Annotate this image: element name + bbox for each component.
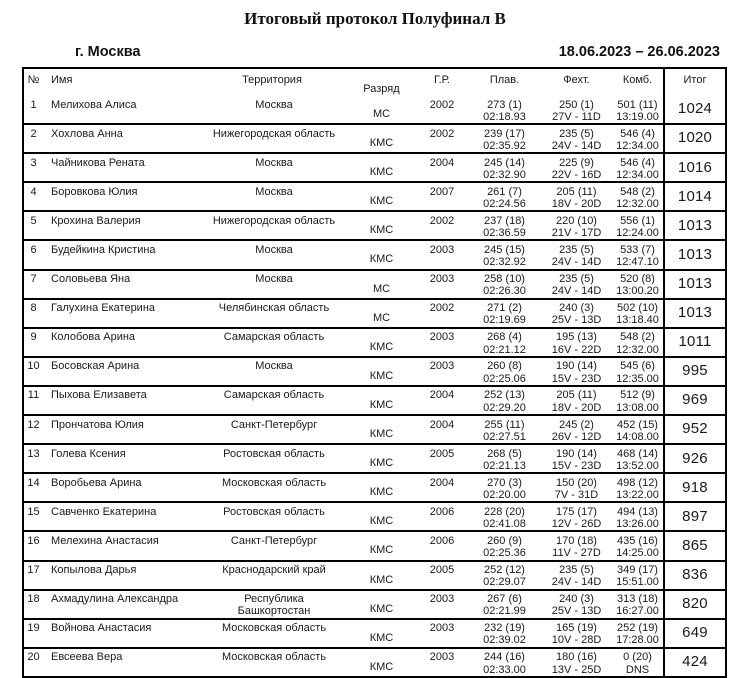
table-row bbox=[23, 386, 726, 415]
results-table bbox=[22, 67, 727, 678]
cell-name: Будейкина Кристина bbox=[51, 243, 156, 256]
cell-territory: Краснодарский край bbox=[222, 564, 326, 576]
cell-territory: Московская область bbox=[221, 622, 327, 635]
header-combined: Комб. bbox=[622, 74, 653, 86]
cell-fencing: 175 (17) 12V - 26D bbox=[551, 505, 602, 531]
cell-num: 12 bbox=[27, 418, 40, 431]
cell-territory: Москва bbox=[255, 185, 293, 198]
table-row bbox=[23, 561, 726, 590]
page-title: Итоговый протокол Полуфинал В bbox=[244, 9, 506, 28]
table-row bbox=[23, 299, 726, 328]
cell-name: Голева Ксения bbox=[51, 447, 126, 460]
cell-fencing: 190 (14) 15V - 23D bbox=[551, 360, 602, 385]
cell-num: 1 bbox=[30, 98, 37, 111]
cell-fencing: 170 (18) 11V - 27D bbox=[552, 534, 601, 560]
header-total: Итог bbox=[664, 68, 726, 96]
cell-total: 836 bbox=[664, 561, 726, 590]
cell-birth-year: 2002 bbox=[429, 127, 455, 140]
cell-swimming: 271 (2) 02:19.69 bbox=[483, 302, 526, 327]
table-row bbox=[23, 473, 726, 502]
cell-name: Босовская Арина bbox=[51, 360, 140, 373]
cell-rank: КМС bbox=[369, 457, 394, 470]
cell-territory: Москва bbox=[255, 360, 293, 373]
cell-rank: МС bbox=[372, 282, 391, 295]
cell-birth-year: 2004 bbox=[429, 389, 455, 402]
cell-num: 17 bbox=[27, 564, 40, 576]
cell-num: 9 bbox=[30, 331, 37, 344]
cell-rank: МС bbox=[372, 311, 391, 324]
cell-combined: 0 (20) DNS bbox=[623, 651, 652, 676]
cell-total: 1011 bbox=[664, 328, 726, 357]
cell-total: 1013 bbox=[664, 299, 726, 328]
header-name: Имя bbox=[51, 74, 73, 86]
table-row bbox=[23, 619, 726, 648]
cell-combined: 533 (7) 12:47.10 bbox=[616, 243, 659, 269]
cell-fencing: 240 (3) 25V - 13D bbox=[551, 593, 602, 618]
cell-rank: КМС bbox=[369, 573, 394, 586]
cell-combined: 502 (10) 13:18.40 bbox=[616, 302, 659, 327]
cell-birth-year: 2002 bbox=[429, 98, 455, 111]
cell-name: Крохина Валерия bbox=[51, 214, 141, 227]
cell-territory: Москва bbox=[255, 98, 293, 111]
cell-total: 649 bbox=[664, 619, 726, 648]
cell-fencing: 245 (2) 26V - 12D bbox=[551, 418, 602, 443]
cell-num: 3 bbox=[30, 156, 37, 169]
cell-rank: КМС bbox=[369, 195, 394, 208]
cell-total: 865 bbox=[664, 531, 726, 560]
cell-rank: КМС bbox=[369, 166, 394, 179]
cell-birth-year: 2004 bbox=[429, 476, 455, 489]
cell-combined: 435 (16) 14:25.00 bbox=[616, 534, 659, 560]
cell-swimming: 268 (5) 02:21.13 bbox=[483, 447, 526, 472]
cell-territory: Санкт-Петербург bbox=[230, 418, 318, 431]
header-num: № bbox=[27, 74, 40, 86]
cell-total: 1013 bbox=[664, 270, 726, 299]
cell-fencing: 195 (13) 16V - 22D bbox=[551, 331, 602, 356]
cell-territory: Санкт-Петербург bbox=[230, 534, 318, 547]
cell-total: 1016 bbox=[664, 153, 726, 182]
cell-rank: КМС bbox=[369, 137, 394, 150]
cell-num: 4 bbox=[30, 185, 37, 198]
cell-fencing: 235 (5) 24V - 14D bbox=[551, 243, 602, 269]
cell-name: Прончатова Юлия bbox=[51, 418, 144, 431]
header-fencing: Фехт. bbox=[563, 74, 590, 86]
cell-swimming: 232 (19) 02:39.02 bbox=[483, 622, 526, 647]
cell-territory: Республика Башкортостан bbox=[237, 593, 311, 618]
cell-birth-year: 2003 bbox=[429, 360, 455, 373]
table-row bbox=[23, 328, 726, 357]
cell-birth-year: 2006 bbox=[429, 534, 455, 547]
table-row bbox=[23, 502, 726, 531]
cell-num: 5 bbox=[30, 214, 37, 227]
cell-num: 10 bbox=[27, 360, 40, 373]
cell-swimming: 267 (6) 02:21.99 bbox=[483, 593, 526, 618]
cell-swimming: 273 (1) 02:18.93 bbox=[483, 98, 526, 123]
cell-num: 11 bbox=[27, 389, 40, 402]
cell-territory: Москва bbox=[255, 156, 293, 169]
cell-birth-year: 2003 bbox=[429, 651, 455, 664]
cell-rank: КМС bbox=[369, 369, 394, 382]
cell-num: 6 bbox=[30, 243, 37, 256]
cell-num: 2 bbox=[30, 127, 37, 140]
cell-rank: КМС bbox=[369, 428, 394, 441]
cell-combined: 452 (15) 14:08.00 bbox=[616, 418, 659, 443]
table-row bbox=[23, 415, 726, 444]
cell-total: 820 bbox=[664, 590, 726, 619]
cell-territory: Московская область bbox=[221, 476, 327, 489]
cell-total: 897 bbox=[664, 502, 726, 531]
cell-total: 995 bbox=[664, 357, 726, 386]
cell-territory: Нижегородская область bbox=[212, 127, 336, 140]
cell-fencing: 225 (9) 22V - 16D bbox=[551, 156, 602, 181]
cell-swimming: 228 (20) 02:41.08 bbox=[483, 505, 526, 531]
cell-name: Войнова Анастасия bbox=[51, 622, 152, 635]
cell-combined: 546 (4) 12:34.00 bbox=[616, 156, 659, 181]
cell-combined: 548 (2) 12:32.00 bbox=[616, 331, 659, 356]
cell-name: Боровкова Юлия bbox=[51, 185, 138, 198]
cell-fencing: 205 (11) 18V - 20D bbox=[551, 389, 602, 414]
cell-total: 969 bbox=[664, 386, 726, 415]
cell-num: 18 bbox=[27, 593, 40, 606]
cell-territory: Москва bbox=[255, 273, 293, 286]
cell-fencing: 250 (1) 27V - 11D bbox=[552, 98, 601, 123]
cell-birth-year: 2006 bbox=[429, 505, 455, 518]
cell-rank: КМС bbox=[369, 253, 394, 266]
table-row bbox=[23, 590, 726, 619]
cell-rank: КМС bbox=[369, 224, 394, 237]
table-row bbox=[23, 240, 726, 269]
cell-birth-year: 2003 bbox=[429, 593, 455, 606]
cell-total: 1020 bbox=[664, 124, 726, 153]
table-row bbox=[23, 153, 726, 182]
cell-birth-year: 2007 bbox=[429, 185, 455, 198]
cell-name: Ахмадулина Александра bbox=[51, 593, 179, 606]
cell-territory: Ростовская область bbox=[223, 505, 325, 518]
cell-combined: 501 (11) 13:19.00 bbox=[616, 98, 659, 123]
cell-combined: 548 (2) 12:32.00 bbox=[616, 185, 659, 211]
cell-swimming: 245 (14) 02:32.90 bbox=[483, 156, 526, 181]
cell-rank: КМС bbox=[369, 515, 394, 528]
cell-territory: Ростовская область bbox=[223, 447, 325, 460]
cell-swimming: 245 (15) 02:32.92 bbox=[483, 243, 526, 269]
cell-num: 14 bbox=[27, 476, 40, 489]
cell-name: Чайникова Рената bbox=[51, 156, 145, 169]
cell-birth-year: 2003 bbox=[429, 331, 455, 344]
cell-fencing: 150 (20) 7V - 31D bbox=[554, 476, 599, 502]
cell-fencing: 235 (5) 24V - 14D bbox=[551, 564, 602, 589]
cell-total: 952 bbox=[664, 415, 726, 444]
cell-birth-year: 2003 bbox=[429, 622, 455, 635]
cell-name: Хохлова Анна bbox=[51, 127, 123, 140]
cell-total: 424 bbox=[664, 648, 726, 677]
cell-combined: 520 (8) 13:00.20 bbox=[616, 273, 659, 298]
cell-swimming: 252 (12) 02:29.07 bbox=[483, 564, 526, 589]
cell-birth-year: 2004 bbox=[429, 156, 455, 169]
table-row bbox=[23, 648, 726, 677]
table-row bbox=[23, 270, 726, 299]
cell-territory: Самарская область bbox=[223, 331, 325, 344]
cell-combined: 468 (14) 13:52.00 bbox=[616, 447, 659, 472]
cell-num: 8 bbox=[30, 302, 37, 315]
cell-total: 1024 bbox=[664, 96, 726, 124]
cell-name: Копылова Дарья bbox=[51, 564, 137, 576]
cell-territory: Самарская область bbox=[223, 389, 325, 402]
cell-birth-year: 2002 bbox=[429, 302, 455, 315]
header-birth-year: Г.Р. bbox=[434, 74, 450, 86]
cell-combined: 494 (13) 13:26.00 bbox=[616, 505, 659, 531]
cell-name: Пыхова Елизавета bbox=[51, 389, 147, 402]
cell-name: Савченко Екатерина bbox=[51, 505, 157, 518]
table-row bbox=[23, 531, 726, 560]
results-tbody bbox=[23, 96, 726, 677]
cell-combined: 556 (1) 12:24.00 bbox=[616, 214, 659, 240]
header-territory: Территория bbox=[242, 74, 302, 86]
cell-total: 926 bbox=[664, 444, 726, 473]
date-range: 18.06.2023 – 26.06.2023 bbox=[558, 44, 720, 60]
cell-rank: КМС bbox=[369, 398, 394, 411]
cell-swimming: 260 (9) 02:25.36 bbox=[483, 534, 526, 560]
cell-swimming: 252 (13) 02:29.20 bbox=[483, 389, 526, 414]
cell-fencing: 220 (10) 21V - 17D bbox=[551, 214, 602, 240]
cell-fencing: 190 (14) 15V - 23D bbox=[551, 447, 602, 472]
cell-combined: 546 (4) 12:34.00 bbox=[616, 127, 659, 152]
cell-name: Колобова Арина bbox=[51, 331, 136, 344]
cell-swimming: 239 (17) 02:35.92 bbox=[483, 127, 526, 152]
location-label: г. Москва bbox=[75, 44, 141, 60]
table-row bbox=[23, 182, 726, 211]
cell-num: 20 bbox=[27, 651, 40, 664]
table-row bbox=[23, 357, 726, 386]
cell-name: Соловьева Яна bbox=[51, 273, 131, 286]
cell-swimming: 244 (16) 02:33.00 bbox=[483, 651, 526, 676]
table-row bbox=[23, 124, 726, 153]
cell-name: Мелихова Алиса bbox=[51, 98, 137, 111]
cell-swimming: 258 (10) 02:26.30 bbox=[483, 273, 526, 298]
cell-total: 1013 bbox=[664, 211, 726, 240]
cell-num: 7 bbox=[30, 273, 37, 286]
cell-territory: Нижегородская область bbox=[212, 214, 336, 227]
cell-swimming: 270 (3) 02:20.00 bbox=[483, 476, 526, 502]
cell-fencing: 165 (19) 10V - 28D bbox=[551, 622, 602, 647]
cell-rank: КМС bbox=[369, 631, 394, 644]
cell-combined: 349 (17) 15:51.00 bbox=[616, 564, 659, 589]
cell-swimming: 260 (8) 02:25.06 bbox=[483, 360, 526, 385]
cell-swimming: 268 (4) 02:21.12 bbox=[483, 331, 526, 356]
table-row bbox=[23, 211, 726, 240]
cell-birth-year: 2002 bbox=[429, 214, 455, 227]
header-rank: Разряд bbox=[363, 83, 400, 95]
cell-num: 16 bbox=[27, 534, 40, 547]
cell-territory: Москва bbox=[255, 243, 293, 256]
cell-name: Евсеева Вера bbox=[51, 651, 123, 664]
cell-swimming: 237 (18) 02:36.59 bbox=[483, 214, 526, 240]
cell-rank: КМС bbox=[369, 486, 394, 499]
cell-birth-year: 2003 bbox=[429, 243, 455, 256]
cell-rank: КМС bbox=[369, 544, 394, 557]
cell-num: 13 bbox=[27, 447, 40, 460]
cell-combined: 252 (19) 17:28.00 bbox=[616, 622, 659, 647]
cell-name: Воробьева Арина bbox=[51, 476, 142, 489]
cell-total: 1014 bbox=[664, 182, 726, 211]
header-swimming: Плав. bbox=[489, 74, 520, 86]
table-row bbox=[23, 444, 726, 473]
cell-fencing: 180 (16) 13V - 25D bbox=[551, 651, 602, 676]
cell-combined: 512 (9) 13:08.00 bbox=[616, 389, 659, 414]
cell-name: Мелехина Анастасия bbox=[51, 534, 159, 547]
cell-birth-year: 2005 bbox=[429, 447, 455, 460]
cell-birth-year: 2005 bbox=[429, 564, 455, 576]
cell-rank: КМС bbox=[369, 340, 394, 353]
cell-rank: МС bbox=[372, 108, 391, 120]
cell-territory: Челябинская область bbox=[218, 302, 330, 315]
cell-combined: 545 (6) 12:35.00 bbox=[616, 360, 659, 385]
cell-rank: КМС bbox=[369, 602, 394, 615]
cell-fencing: 205 (11) 18V - 20D bbox=[551, 185, 602, 211]
cell-total: 918 bbox=[664, 473, 726, 502]
cell-birth-year: 2003 bbox=[429, 273, 455, 286]
cell-fencing: 235 (5) 24V - 14D bbox=[551, 127, 602, 152]
cell-combined: 498 (12) 13:22.00 bbox=[616, 476, 659, 502]
cell-swimming: 255 (11) 02:27.51 bbox=[483, 418, 526, 443]
cell-birth-year: 2004 bbox=[429, 418, 455, 431]
cell-fencing: 235 (5) 24V - 14D bbox=[551, 273, 602, 298]
cell-territory: Московская область bbox=[221, 651, 327, 664]
cell-swimming: 261 (7) 02:24.56 bbox=[483, 185, 526, 211]
subheader bbox=[75, 44, 720, 60]
header-row bbox=[23, 68, 726, 96]
cell-num: 15 bbox=[27, 505, 40, 518]
cell-name: Галухина Екатерина bbox=[51, 302, 156, 315]
cell-num: 19 bbox=[27, 622, 40, 635]
cell-rank: КМС bbox=[369, 660, 394, 673]
cell-total: 1013 bbox=[664, 240, 726, 269]
cell-fencing: 240 (3) 25V - 13D bbox=[551, 302, 602, 327]
cell-combined: 313 (18) 16:27.00 bbox=[616, 593, 659, 618]
table-row bbox=[23, 96, 726, 124]
